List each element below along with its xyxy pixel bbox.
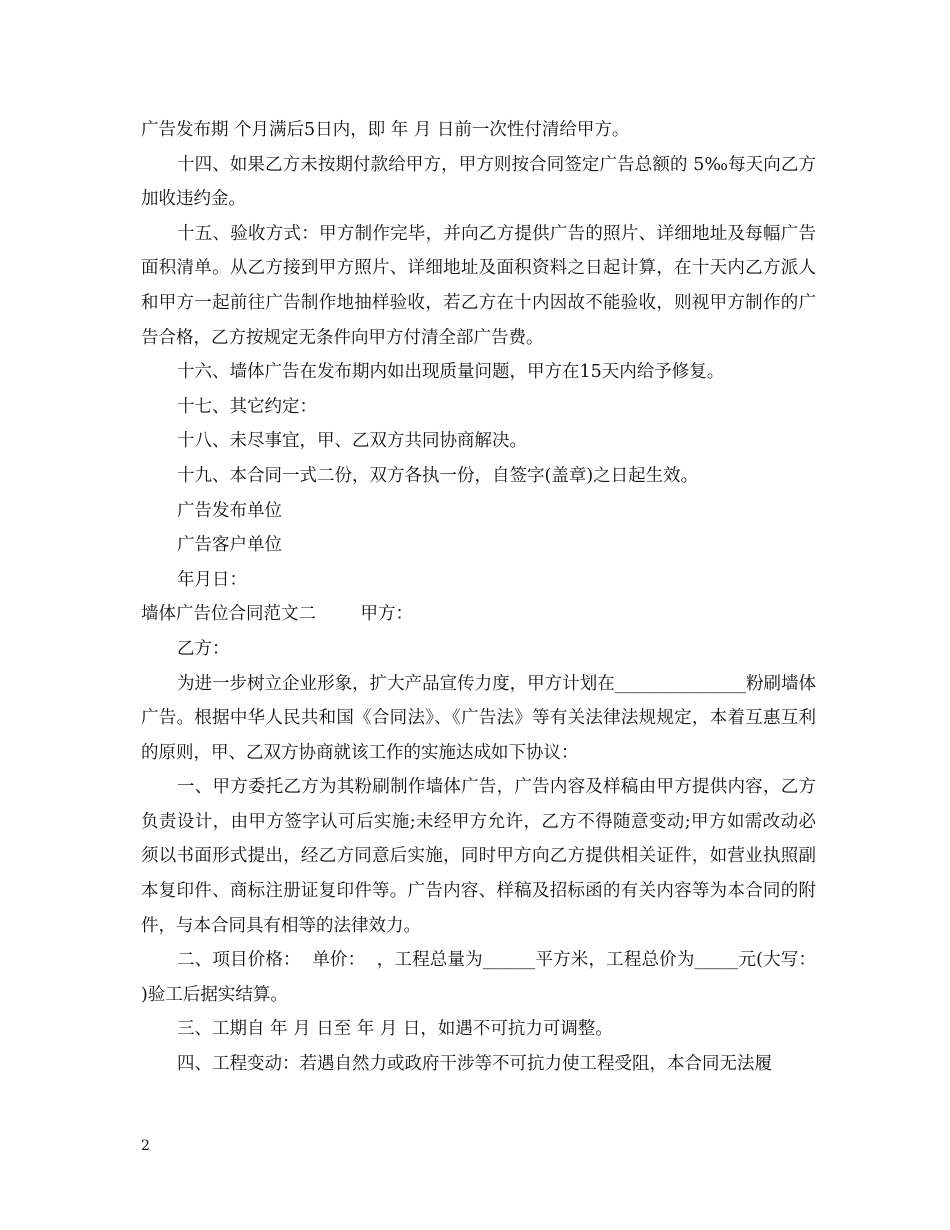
date-label: 年月日： bbox=[177, 569, 247, 590]
paragraph-clause-18: 十八、未尽事宜，甲、乙双方共同协商解决。 bbox=[177, 431, 527, 452]
page-number: 2 bbox=[141, 1138, 150, 1154]
paragraph-clause-4: 四、工程变动：若遇自然力或政府干涉等不可抗力使工程受阻，本合同无法履 bbox=[177, 1054, 772, 1075]
paragraph-clause-16: 十六、墙体广告在发布期内如出现质量问题，甲方在15天内给予修复。 bbox=[177, 362, 725, 383]
paragraph-clause-19: 十九、本合同一式二份，双方各执一份，自签字(盖章)之日起生效。 bbox=[177, 465, 699, 486]
paragraph-clause-17: 十七、其它约定： bbox=[177, 396, 317, 417]
paragraph-clause-3: 三、工期自 年 月 日至 年 月 日，如遇不可抗力可调整。 bbox=[177, 1019, 613, 1040]
party-b-label: 乙方： bbox=[177, 638, 230, 659]
publisher-signature-label: 广告发布单位 bbox=[177, 500, 282, 521]
paragraph-clause-1: 一、甲方委托乙方为其粉刷制作墙体广告，广告内容及样稿由甲方提供内容，乙方负责设计，由甲方签字认可后实施;未经甲方允许，乙方不得随意变动;甲方如需改动必须以书面形式提出，经乙方同意后实施，同时甲方向乙方提供相关证件，如营业执照副本复印件、商标注册证复印件等。广告内容、样稿及招标函的有关内容等为本合同的附件，与本合同具有相等的法律效力。 bbox=[141, 777, 816, 936]
document-body bbox=[141, 113, 828, 1082]
paragraph-clause-2: 二、项目价格： 单价： ，工程总量为______平方米，工程总价为_____元(大写： )验工后据实结算。 bbox=[141, 950, 828, 1005]
paragraph-payment-deadline: 广告发布期 个月满后5日内，即 年 月 日前一次性付清给甲方。 bbox=[141, 120, 630, 140]
section-title-contract-two: 墙体广告位合同范文二 甲方： bbox=[141, 604, 414, 625]
paragraph-clause-14: 十四、如果乙方未按期付款给甲方，甲方则按合同签定广告总额的 5‰每天向乙方加收违约金。 bbox=[141, 154, 816, 210]
client-signature-label: 广告客户单位 bbox=[177, 535, 282, 556]
paragraph-clause-15: 十五、验收方式：甲方制作完毕，并向乙方提供广告的照片、详细地址及每幅广告面积清单。从乙方接到甲方照片、详细地址及面积资料之日起计算，在十天内乙方派人和甲方一起前往广告制作地抽样验收，若乙方在十内因故不能验收，则视甲方制作的广告合格，乙方按规定无条件向甲方付清全部广告费。 bbox=[141, 223, 816, 348]
paragraph-preamble: 为进一步树立企业形象，扩大产品宣传力度，甲方计划在_______________粉刷墙体广告。根据中华人民共和国《合同法》、《广告法》等有关法律法规规定，本着互惠互利的原则，甲、乙双方协商就该工作的实施达成如下协议： bbox=[141, 673, 816, 763]
